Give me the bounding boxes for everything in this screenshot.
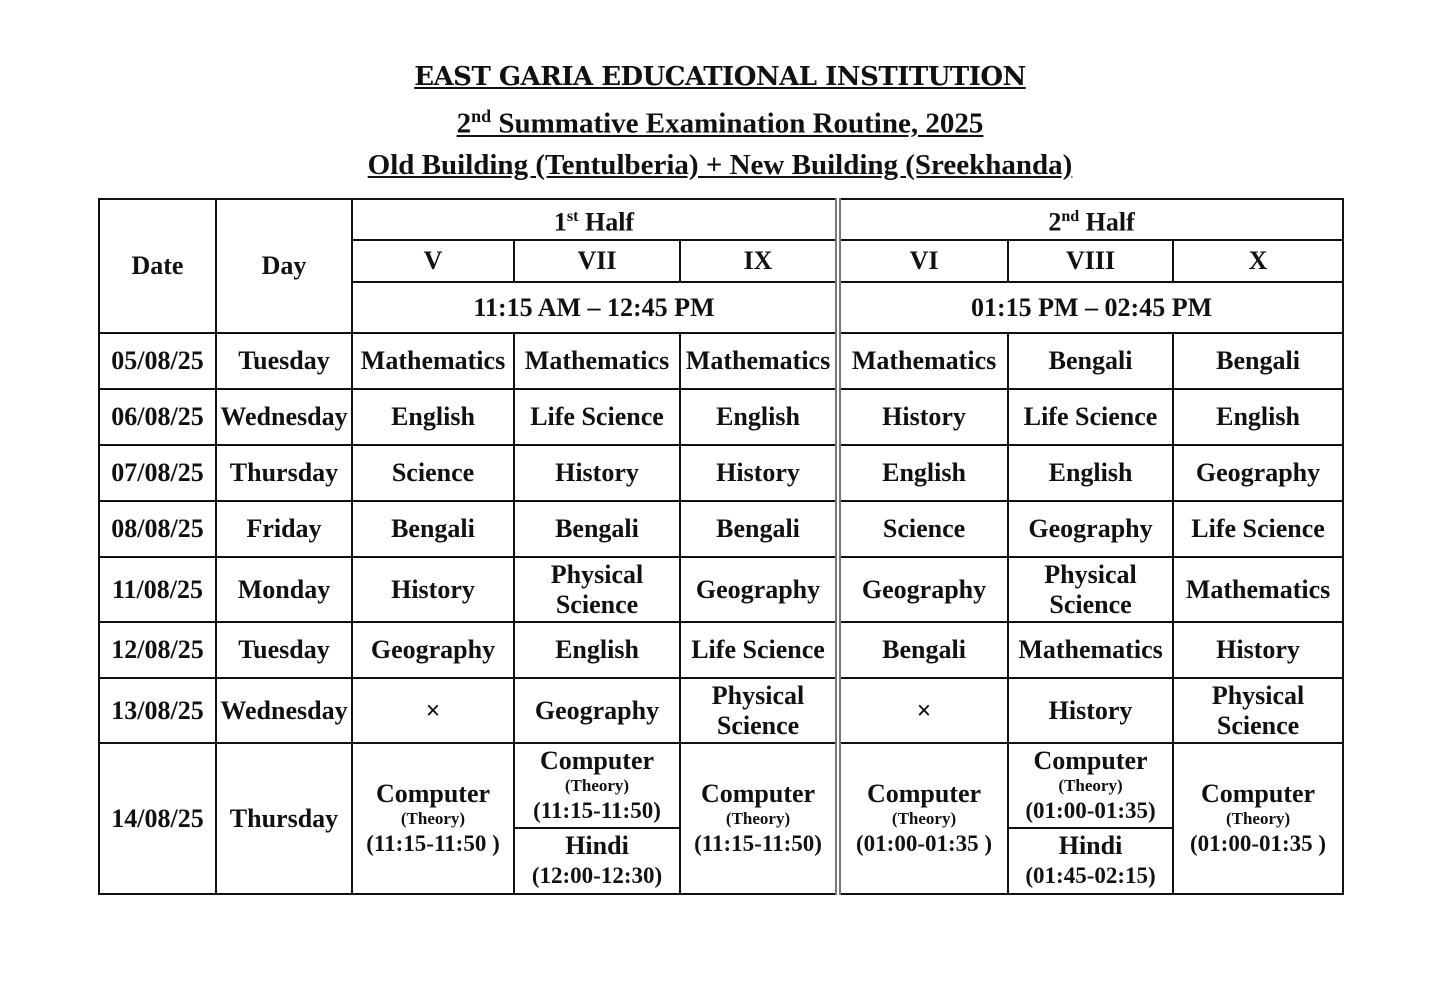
day-cell: Tuesday [216,333,352,389]
split-bottom [515,829,679,893]
exam-time: (11:15-11:50) [694,830,822,856]
subject-cell: Geography [1008,501,1173,557]
subject-note: (Theory) [1058,775,1123,795]
subject-cell: Geography [352,622,514,678]
exam-time: (11:15-11:50) [533,797,661,823]
split-top [1009,744,1172,829]
subject-cell: Bengali [838,622,1008,678]
buildings-title: Old Building (Tentulberia) + New Building (Sreekhanda) [367,148,1073,181]
date-cell: 07/08/25 [99,445,216,501]
subject-note: (Theory) [1225,808,1291,828]
subject-cell: Life Science [680,622,838,678]
date-cell: 12/08/25 [99,622,216,678]
day-header: Day [216,199,352,333]
exam-time: (01:45-02:15) [1025,863,1156,888]
subject-cell: Mathematics [680,333,838,389]
subject-cell: Life Science [514,389,680,445]
second-half-num: 2 [1048,207,1062,237]
subject-cell: English [352,389,514,445]
subject-cell: Geography [838,557,1008,622]
subject-name: Computer [1201,778,1316,808]
subject-cell: Bengali [514,501,680,557]
split-top [515,744,679,829]
exam-title [0,96,1440,145]
subject-cell: Geography [680,557,838,622]
table-row [99,743,1343,894]
first-half-header [352,199,838,240]
subject-name: Hindi [565,831,629,860]
date-cell: 13/08/25 [99,678,216,743]
table-row [99,445,1343,501]
day-cell: Friday [216,501,352,557]
subject-cell: Bengali [1173,333,1343,389]
date-cell: 11/08/25 [99,557,216,622]
exam-title-text: Summative Examination Routine, 2025 [491,107,984,140]
subject-cell: Mathematics [1173,557,1343,622]
class-header: VI [838,240,1008,282]
subject-cell: English [1173,389,1343,445]
table-row [99,622,1343,678]
subject-name: Computer [1033,745,1148,775]
exam-number: 2 [456,107,472,140]
subject-cell: Geography [514,678,680,743]
no-exam-cell: × [838,678,1008,743]
first-half-label: Half [578,207,635,237]
day-cell: Monday [216,557,352,622]
subject-cell: English [838,445,1008,501]
class-header: X [1173,240,1343,282]
date-cell: 14/08/25 [99,743,216,894]
subject-cell: History [838,389,1008,445]
subject-cell: Life Science [1008,389,1173,445]
subject-note: (Theory) [564,775,630,795]
exam-routine-table [98,198,1344,895]
first-half-time: 11:15 AM – 12:45 PM [352,282,838,333]
first-half-num: 1 [553,207,567,237]
subject-cell: English [514,622,680,678]
exam-time: (01:00-01:35 ) [856,830,993,856]
subject-name: Computer [700,778,816,808]
table-row [99,557,1343,622]
subject-cell: Bengali [1008,333,1173,389]
subject-cell: Physical Science [1173,678,1343,743]
split-bottom [1009,829,1172,893]
table-row [99,678,1343,743]
table-row [99,333,1343,389]
first-half-suffix: st [566,207,579,225]
date-header: Date [99,199,216,333]
subject-cell: Physical Science [680,678,838,743]
second-half-time: 01:15 PM – 02:45 PM [838,282,1343,333]
class-header: VIII [1008,240,1173,282]
second-half-label: Half [1079,207,1135,237]
class-header: V [352,240,514,282]
table-row [99,501,1343,557]
subject-cell: Geography [1173,445,1343,501]
class-header: IX [680,240,838,282]
exam-time: (01:00-01:35) [1025,797,1156,823]
subject-cell: History [680,445,838,501]
day-cell: Wednesday [216,389,352,445]
date-cell: 08/08/25 [99,501,216,557]
subject-cell [838,743,1008,894]
subject-cell: Mathematics [514,333,680,389]
subject-cell: Mathematics [838,333,1008,389]
subject-cell: Life Science [1173,501,1343,557]
subject-cell: English [680,389,838,445]
subject-note: (Theory) [725,808,791,828]
institution-title: EAST GARIA EDUCATIONAL INSTITUTION [414,62,1026,92]
subject-cell: History [514,445,680,501]
date-cell: 05/08/25 [99,333,216,389]
subject-name: Computer [866,778,982,808]
subject-cell: History [352,557,514,622]
day-cell: Thursday [216,743,352,894]
subject-note: (Theory) [400,808,466,828]
subject-cell [352,743,514,894]
day-cell: Thursday [216,445,352,501]
day-cell: Wednesday [216,678,352,743]
subject-cell: Science [838,501,1008,557]
subject-name: Hindi [1058,831,1123,860]
subject-cell: History [1008,678,1173,743]
exam-time: (12:00-12:30) [531,863,663,888]
subject-cell [1173,743,1343,894]
subject-cell: History [1173,622,1343,678]
document-header [0,58,1440,186]
subject-cell: Physical Science [1008,557,1173,622]
subject-cell: Bengali [352,501,514,557]
subject-cell: Physical Science [514,557,680,622]
subject-cell: English [1008,445,1173,501]
second-half-suffix: nd [1061,207,1080,225]
subject-name: Computer [375,778,491,808]
subject-cell [1008,743,1173,894]
subject-name: Computer [539,745,655,775]
subject-cell [680,743,838,894]
table-row [99,389,1343,445]
no-exam-cell: × [352,678,514,743]
exam-time: (11:15-11:50 ) [366,830,500,856]
subject-cell [514,743,680,894]
exam-time: (01:00-01:35 ) [1190,830,1327,856]
subject-cell: Science [352,445,514,501]
second-half-header [838,199,1343,240]
subject-cell: Bengali [680,501,838,557]
day-cell: Tuesday [216,622,352,678]
date-cell: 06/08/25 [99,389,216,445]
exam-number-suffix: nd [471,106,492,126]
subject-cell: Mathematics [1008,622,1173,678]
subject-cell: Mathematics [352,333,514,389]
class-header: VII [514,240,680,282]
subject-note: (Theory) [891,808,957,828]
